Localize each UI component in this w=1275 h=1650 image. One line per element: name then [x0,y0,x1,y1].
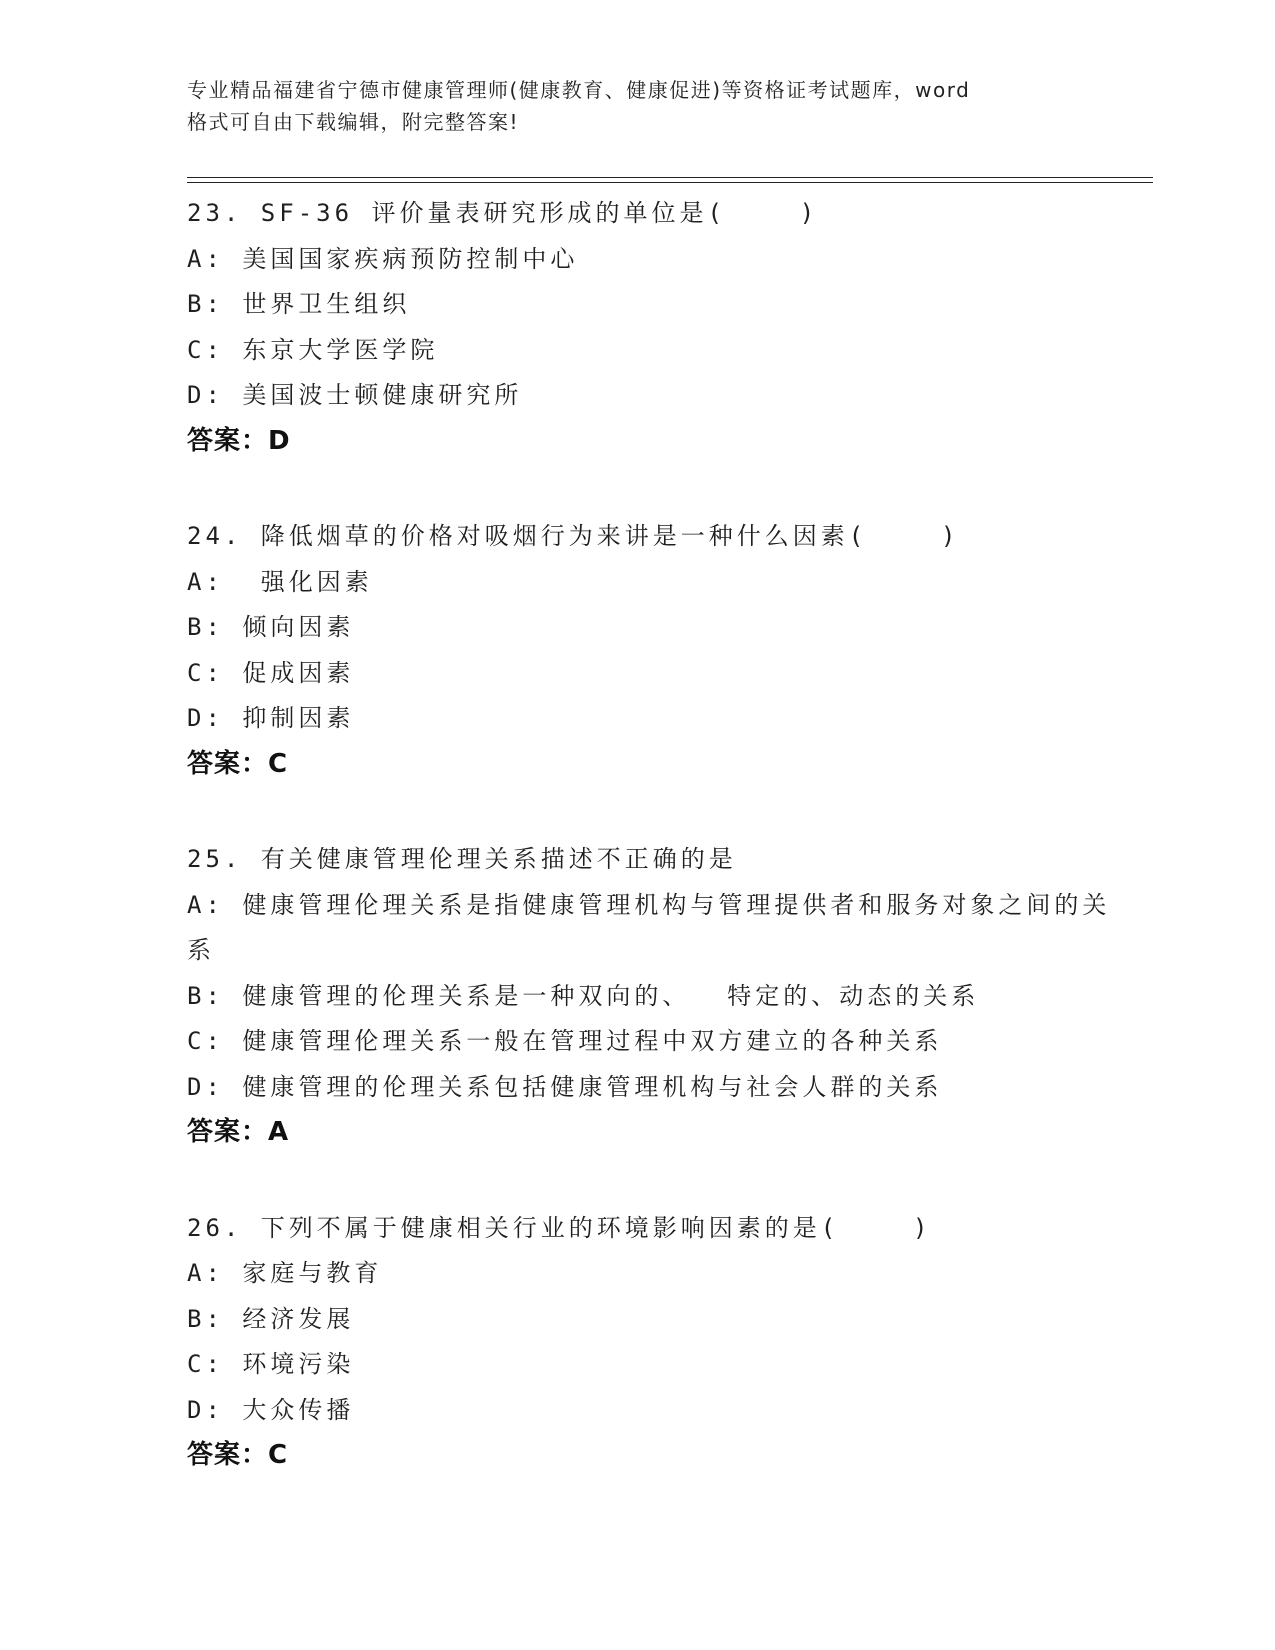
option-d: D: 美国波士顿健康研究所 [187,381,523,409]
option-c: C: 健康管理伦理关系一般在管理过程中双方建立的各种关系 [187,1027,943,1055]
header-divider-bottom [187,182,1153,183]
answer-label: 答案：D [187,425,291,456]
header-line-1: 专业精品福建省宁德市健康管理师(健康教育、健康促进)等资格证考试题库，word [187,78,971,102]
option-d: D: 健康管理的伦理关系包括健康管理机构与社会人群的关系 [187,1072,943,1101]
option-a: A: 健康管理伦理关系是指健康管理机构与管理提供者和服务对象之间的关系 [187,890,1111,964]
question-stem: 26. 下列不属于健康相关行业的环境影响因素的是( ) [187,1213,932,1242]
question-25 [187,837,1127,1156]
option-c: C: 东京大学医学院 [187,335,439,364]
question-stem: 23. SF-36 评价量表研究形成的单位是( ) [187,199,819,227]
question-stem: 24. 降低烟草的价格对吸烟行为来讲是一种什么因素( ) [187,522,960,550]
option-b: B: 世界卫生组织 [187,290,411,318]
option-b: B: 健康管理的伦理关系是一种双向的、 特定的、动态的关系 [187,981,980,1010]
option-a: A: 家庭与教育 [187,1259,383,1287]
document-header [187,74,1097,138]
option-d: D: 大众传播 [187,1395,355,1424]
option-c: C: 促成因素 [187,658,355,687]
option-b: B: 经济发展 [187,1304,355,1333]
question-26 [187,1206,1127,1479]
answer-label: 答案：C [187,1440,289,1470]
question-23 [187,191,1127,464]
option-a: A: 强化因素 [187,567,373,596]
question-list [187,191,1127,1529]
option-a: A: 美国国家疾病预防控制中心 [187,244,579,273]
option-d: D: 抑制因素 [187,704,355,732]
answer-label: 答案：C [187,748,289,779]
question-24 [187,514,1127,787]
option-c: C: 环境污染 [187,1350,355,1378]
option-b: B: 倾向因素 [187,613,355,641]
header-line-2: 格式可自由下载编辑，附完整答案! [187,110,520,134]
answer-label: 答案：A [187,1117,290,1147]
question-stem: 25. 有关健康管理伦理关系描述不正确的是 [187,845,737,873]
header-divider-top [187,177,1153,178]
